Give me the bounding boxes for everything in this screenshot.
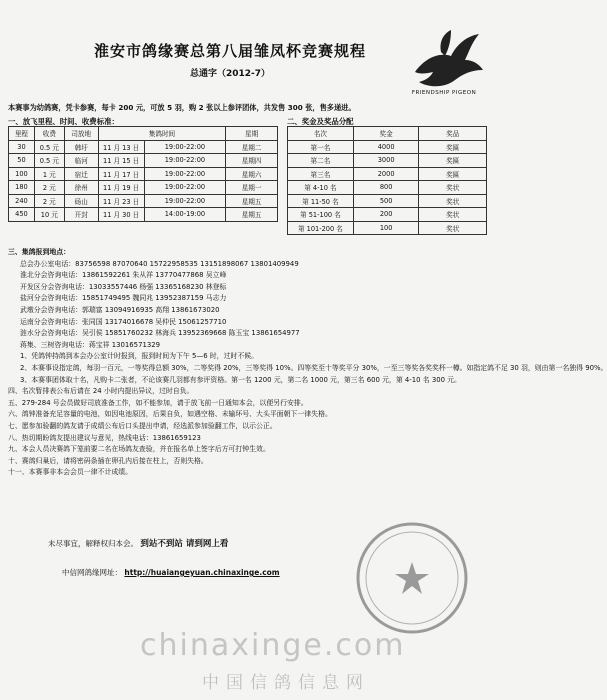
website-label: 中信网鸽缘网址： <box>62 568 122 577</box>
table-cell: 奖匾 <box>419 154 487 168</box>
table-cell: 开封 <box>64 208 98 222</box>
rule-line: 五、279-284 号会员做好司放准备工作，如不能参加，请于放飞前一日通知本会，以便另行安排。 <box>8 398 308 407</box>
table-row <box>9 154 278 168</box>
rule-line: 盐河分会咨询电话：15851749495 魏同兆 13952387159 马志力 <box>20 294 227 303</box>
intro-paragraph: 本赛事为幼鸽赛，凭卡参赛，每卡 200 元，可放 5 羽，购 2 张以上参评团体，共发售 300 张，售多递进。 <box>8 103 356 112</box>
table-cell: 临河 <box>64 154 98 168</box>
table-row <box>9 208 278 222</box>
rule-line: 七、愿参加验翻的鸽友请于成绩公布后口头提出申请，经选派参加验翻工作，以示公正。 <box>8 421 277 430</box>
table-cell: 14:00-19:00 <box>144 208 226 222</box>
rule-line: 1、凭鸽钟持鸽到本会办公室计时报到，报到时间为下午 5—6 时，过时不候。 <box>20 352 259 361</box>
rule-line: 六、鸽钟准备充足容量的电池，如因电池原因，后果自负，如遇空格、未输环号、大头平面朝下一律失格。 <box>8 410 332 419</box>
schedule-table <box>8 126 278 222</box>
table-cell: 11 月 19 日 <box>98 181 144 195</box>
rule-line: 十一、本赛事非本会会员一律不计成绩。 <box>8 468 133 477</box>
table-header-cell: 里程 <box>9 127 35 141</box>
table-header-cell: 司放地 <box>64 127 98 141</box>
table-row <box>9 140 278 154</box>
rule-line: 四、名次暂排表公布后请在 24 小时内提出异议，过时自负。 <box>8 387 194 396</box>
table-cell: 第三名 <box>288 167 354 181</box>
rule-line: 三、集鸽报到地点： <box>8 248 71 256</box>
table-row <box>288 154 487 168</box>
rule-line: 八、热切期盼鸽友提出建议与意见，热线电话：13861659123 <box>8 433 201 442</box>
table-cell: 200 <box>353 208 419 222</box>
rules-body <box>8 247 607 479</box>
closing-line <box>48 537 228 549</box>
table-cell: 19:00-22:00 <box>144 181 226 195</box>
table-row <box>9 194 278 208</box>
table-cell: 11 月 13 日 <box>98 140 144 154</box>
rule-line: 涟水分会咨询电话：吴引侯 15851760232 林海兵 13952369668 陈玉宝 13861654977 <box>20 329 300 338</box>
table-cell: 奖状 <box>419 194 487 208</box>
rule-line: 九、本会人员决赛鸽下笼前要二名在场鸽友查验，并在报名单上签字后方可打钟生效。 <box>8 445 270 454</box>
table-cell: 19:00-22:00 <box>144 140 226 154</box>
table-cell: 星期四 <box>226 154 278 168</box>
table-cell: 第 51-100 名 <box>288 208 354 222</box>
closing-emphasis: 到站不到站 请到网上看 <box>140 539 229 549</box>
table-cell: 第 4-10 名 <box>288 181 354 195</box>
table-cell: 星期二 <box>226 140 278 154</box>
official-seal-icon <box>352 518 472 638</box>
rule-line: 开发区分会咨询电话：13033557446 杨强 13365168230 林登标 <box>20 282 227 291</box>
table-cell: 30 <box>9 140 35 154</box>
table-cell: 10 元 <box>34 208 64 222</box>
table-cell: 星期一 <box>226 181 278 195</box>
rule-line: 3、本赛事团体取十名，凡购卡二张者，不论该赛几羽都有参评资格。第一名 1200 元，第二名 1000 元，第三名 600 元，第 4-10 名 300 元。 <box>20 375 461 384</box>
table-cell: 1 元 <box>34 167 64 181</box>
table-cell: 100 <box>9 167 35 181</box>
table-cell: 宿迁 <box>64 167 98 181</box>
table-row <box>288 140 487 154</box>
rule-line: 2、本赛事设指定鸽，每羽一百元，一等奖得总额 30%，二等奖得 20%，三等奖得 10%。四等奖至十等奖平分 30%，一至三等奖各奖奖杯一樽。如指定鸽不足 30 羽，则由第一名独得 90%。 <box>20 363 607 372</box>
document-number: 总通字（2012-7） <box>189 69 271 79</box>
table-row <box>9 167 278 181</box>
table-cell: 2 元 <box>34 181 64 195</box>
table-cell: 800 <box>353 181 419 195</box>
table-cell: 500 <box>353 194 419 208</box>
section-heading-prizes: 二、奖金及奖品分配 <box>287 117 354 126</box>
table-row <box>288 221 487 235</box>
table-cell: 奖状 <box>419 208 487 222</box>
table-cell: 奖状 <box>419 181 487 195</box>
table-row <box>288 167 487 181</box>
table-cell: 240 <box>9 194 35 208</box>
logo-text: FRIENDSHIP PIGEON <box>411 90 477 96</box>
rule-line: 蒋集、三树咨询电话：蒋宝祥 13016571329 <box>20 340 160 349</box>
table-cell: 0.5 元 <box>34 140 64 154</box>
table-header-cell: 名次 <box>288 127 354 141</box>
table-row <box>9 181 278 195</box>
section-heading-schedule: 一、放飞里程、时间、收费标准： <box>8 117 119 126</box>
table-cell: 2000 <box>353 167 419 181</box>
table-cell: 19:00-22:00 <box>144 167 226 181</box>
table-cell: 11 月 15 日 <box>98 154 144 168</box>
table-cell: 19:00-22:00 <box>144 154 226 168</box>
table-cell: 4000 <box>353 140 419 154</box>
table-cell: 11 月 30 日 <box>98 208 144 222</box>
closing-prefix: 未尽事宜，解释权归本会。 <box>48 539 138 548</box>
table-cell: 星期六 <box>226 167 278 181</box>
table-header-row <box>288 127 487 141</box>
table-header-cell: 奖品 <box>419 127 487 141</box>
table-row <box>288 194 487 208</box>
table-header-cell: 奖金 <box>353 127 419 141</box>
table-cell: 180 <box>9 181 35 195</box>
table-header-cell: 星期 <box>226 127 278 141</box>
table-cell: 450 <box>9 208 35 222</box>
table-cell: 11 月 23 日 <box>98 194 144 208</box>
table-cell: 奖匾 <box>419 167 487 181</box>
table-cell: 韩圩 <box>64 140 98 154</box>
table-cell: 第 101-200 名 <box>288 221 354 235</box>
table-cell: 3000 <box>353 154 419 168</box>
table-cell: 0.5 元 <box>34 154 64 168</box>
table-cell: 100 <box>353 221 419 235</box>
table-cell: 第一名 <box>288 140 354 154</box>
table-cell: 2 元 <box>34 194 64 208</box>
rule-line: 运南分会咨询电话：张同国 13174016678 吴仲民 15061257710 <box>20 317 227 326</box>
table-cell: 第 11-50 名 <box>288 194 354 208</box>
website-link[interactable]: http://huaiangeyuan.chinaxinge.com <box>124 568 280 577</box>
table-cell: 奖状 <box>419 221 487 235</box>
watermark-domain: chinaxinge.com <box>140 628 406 663</box>
table-header-cell: 收费 <box>34 127 64 141</box>
rule-line: 武墩分会咨询电话：郭瑞富 13094916935 高翔 13861673020 <box>20 305 220 314</box>
watermark-site-name: 中国信鸽信息网 <box>202 673 370 693</box>
table-cell: 50 <box>9 154 35 168</box>
rule-line: 淮北分会咨询电话：13861592261 朱从祥 13770477868 吴立峰 <box>20 271 227 280</box>
table-cell: 星期五 <box>226 194 278 208</box>
table-header-row <box>9 127 278 141</box>
table-row <box>288 181 487 195</box>
table-cell: 奖匾 <box>419 140 487 154</box>
rule-line: 总会办公室电话：83756598 87070640 15722958535 13151898067 13801409949 <box>20 259 299 268</box>
dove-logo-icon <box>405 30 485 92</box>
table-cell: 第二名 <box>288 154 354 168</box>
table-cell: 星期五 <box>226 208 278 222</box>
table-cell: 11 月 17 日 <box>98 167 144 181</box>
table-cell: 砀山 <box>64 194 98 208</box>
table-cell: 徐州 <box>64 181 98 195</box>
page-title: 淮安市鸽缘赛总第八届雏凤杯竞赛规程 <box>93 42 366 60</box>
prize-table <box>287 126 487 235</box>
table-row <box>288 208 487 222</box>
website-line <box>62 567 280 578</box>
table-cell: 19:00-22:00 <box>144 194 226 208</box>
rule-line: 十、赛鸽归巢后，请将密码条插在卵孔内后接在柱上，否则失格。 <box>8 456 208 465</box>
table-header-cell: 集鸽时间 <box>98 127 226 141</box>
